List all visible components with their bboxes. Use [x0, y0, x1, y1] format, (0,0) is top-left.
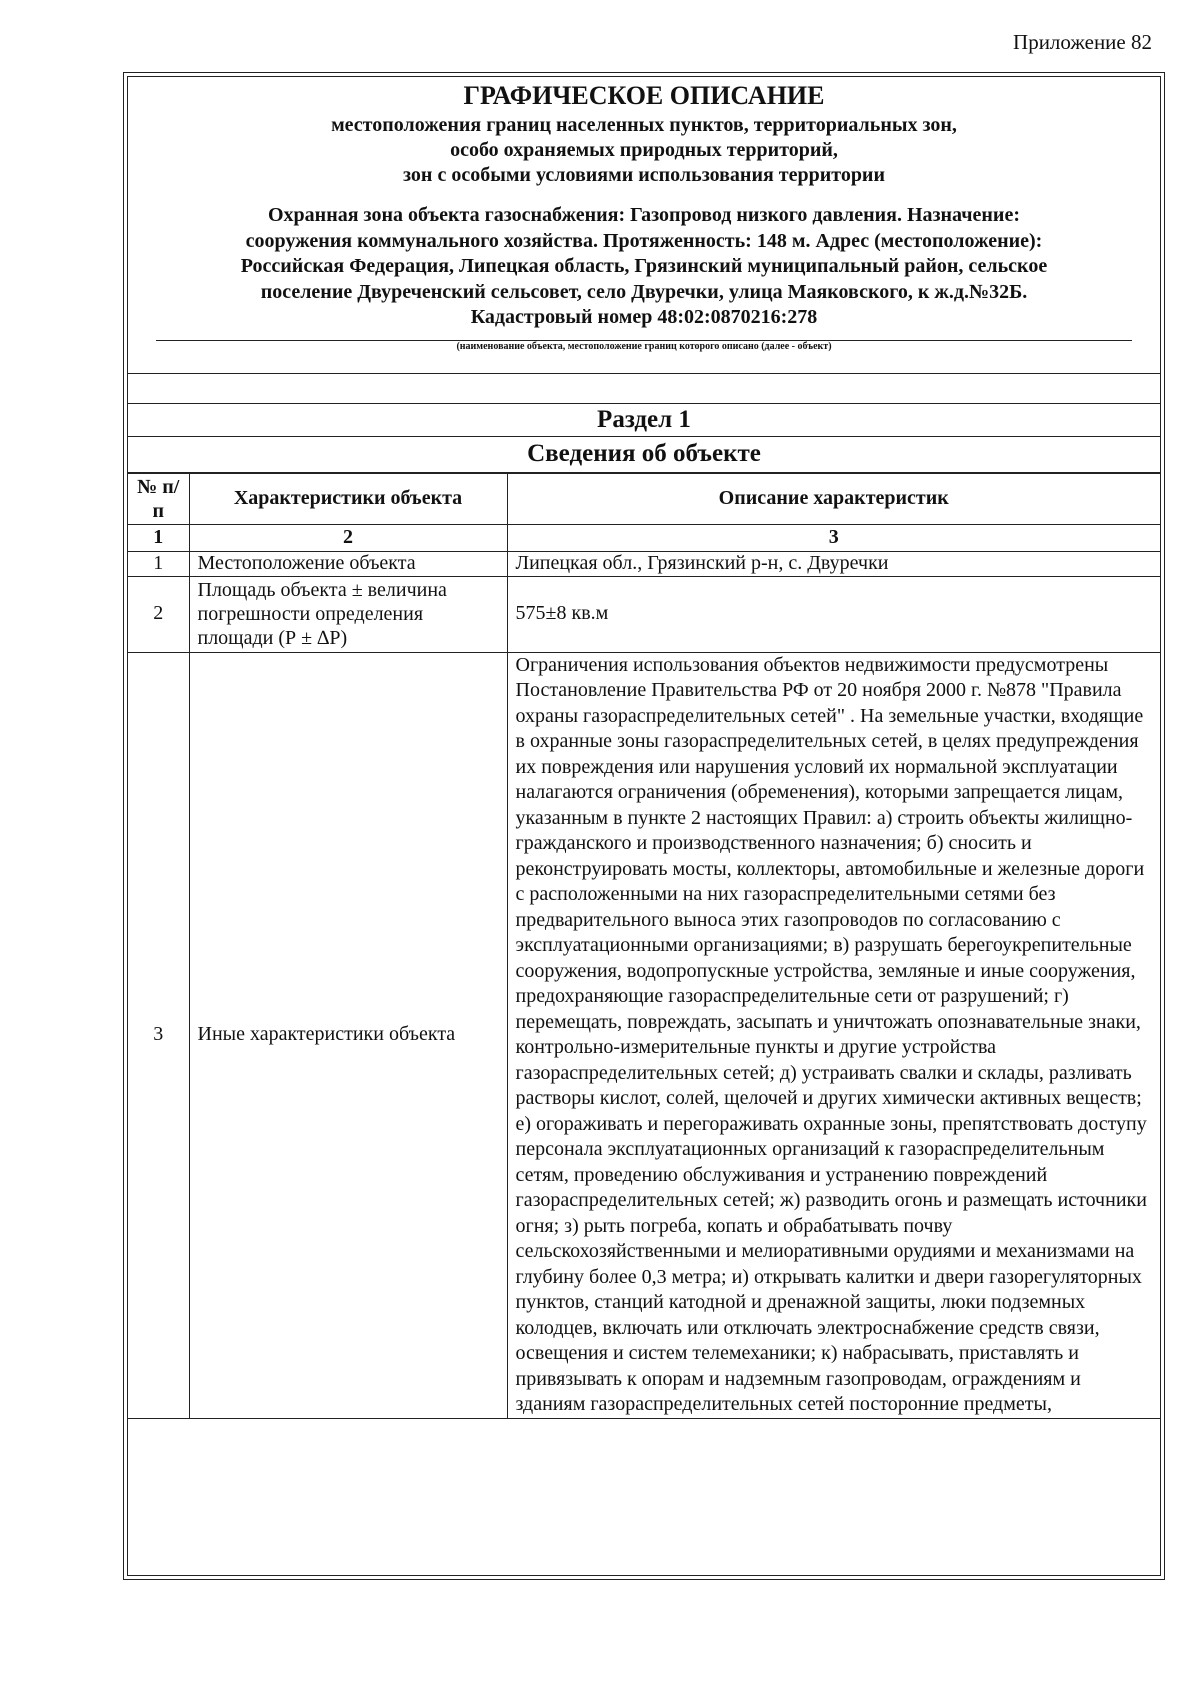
col-number: 3: [507, 525, 1160, 552]
document-inner-frame: [127, 76, 1161, 1576]
table-header-row: [128, 473, 1160, 525]
row-description: Ограничения использования объектов недвижимости предусмотрены Постановление Правительства РФ от 20 ноября 2000 г. №878 "Правила охраны газораспределительных сетей" . На земельные участки, входящие в охранные зоны газораспределительных сетей, в целях предупреждения их повреждения или нарушения условий их нормальной эксплуатации налагаются ограничения (обременения), которыми запрещается лицам, указанным в пункте 2 настоящих Правил: а) строить объекты жилищно-гражданского и производственного назначения; б) сносить и реконструировать мосты, коллекторы, автомобильные и железные дороги с расположенными на них газораспределительными сетями без предварительного выноса этих газопроводов по согласованию с эксплуатационными организациями; в) разрушать берегоукрепительные сооружения, водопропускные устройства, земляные и иные сооружения, предохраняющие газораспределительные сети от разрушений; г) перемещать, повреждать, засыпать и уничтожать опознавательные знаки, контрольно-измерительные пункты и другие устройства газораспределительных сетей; д) устраивать свалки и склады, разливать растворы кислот, солей, щелочей и других химически активных веществ; е) огораживать и перегораживать охранные зоны, препятствовать доступу персонала эксплуатационных организаций к газораспределительным сетям, проведению обслуживания и устранению повреждений газораспределительных сетей; ж) разводить огонь и размещать источники огня; з) рыть погреба, копать и обрабатывать почву сельскохозяйственными и мелиоративными орудиями и механизмами на глубину более 0,3 метра; и) открывать калитки и двери газорегуляторных пунктов, станций катодной и дренажной защиты, люки подземных колодцев, включать или отключать электроснабжение средств связи, освещения и систем телемеханики; к) набрасывать, приставлять и привязывать к опорам и надземным газопроводам, ограждениям и зданиям газораспределительных сетей посторонние предметы,: [507, 652, 1160, 1418]
row-characteristic: Иные характеристики объекта: [189, 652, 507, 1418]
subtitle-line: местоположения границ населенных пунктов, территориальных зон,: [331, 114, 957, 136]
section-label: Раздел 1: [128, 404, 1160, 437]
blank-row: [128, 374, 1160, 404]
row-characteristic: Местоположение объекта: [189, 551, 507, 576]
cadastral-number: Кадастровый номер 48:02:0870216:278: [470, 306, 818, 328]
appendix-label: Приложение 82: [1013, 30, 1152, 54]
table-row: [128, 652, 1160, 1418]
subtitle-line: зон с особыми условиями использования территории: [403, 164, 885, 186]
column-numbers-row: [128, 525, 1160, 552]
object-name-line: поселение Двуреченский сельсовет, село Двуречки, улица Маяковского, к ж.д.№32Б.: [260, 280, 1028, 303]
row-description: Липецкая обл., Грязинский р-н, с. Двуречки: [507, 551, 1160, 576]
table-row: [128, 576, 1160, 652]
object-info-table: [128, 472, 1160, 1419]
col-number: 1: [128, 525, 189, 552]
document-subtitle: [128, 113, 1160, 188]
row-characteristic: Площадь объекта ± величина погрешности определения площади (Р ± ∆Р): [189, 576, 507, 652]
row-number: 3: [128, 652, 189, 1418]
object-name-line: сооружения коммунального хозяйства. Протяженность: 148 м. Адрес (местоположение):: [245, 229, 1043, 252]
header-block: [128, 77, 1160, 374]
object-name-line: Российская Федерация, Липецкая область, Грязинский муниципальный район, сельское: [240, 255, 1048, 277]
object-name: [128, 203, 1160, 331]
object-name-line: Охранная зона объекта газоснабжения: Газопровод низкого давления. Назначение:: [267, 204, 1020, 226]
subtitle-line: особо охраняемых природных территорий,: [450, 139, 838, 161]
section-name: Сведения об объекте: [527, 440, 761, 467]
col-number-header: № п/п: [128, 473, 189, 525]
col-characteristic-header: Характеристики объекта: [189, 473, 507, 525]
document-title: ГРАФИЧЕСКОЕ ОПИСАНИЕ: [463, 81, 825, 110]
col-number: 2: [189, 525, 507, 552]
object-caption: (наименование объекта, местоположение границ которого описано (далее - объект): [456, 341, 832, 352]
row-number: 2: [128, 576, 189, 652]
table-row: [128, 551, 1160, 576]
document-frame: [123, 72, 1165, 1580]
col-description-header: Описание характеристик: [507, 473, 1160, 525]
row-description: 575±8 кв.м: [507, 576, 1160, 652]
row-number: 1: [128, 551, 189, 576]
